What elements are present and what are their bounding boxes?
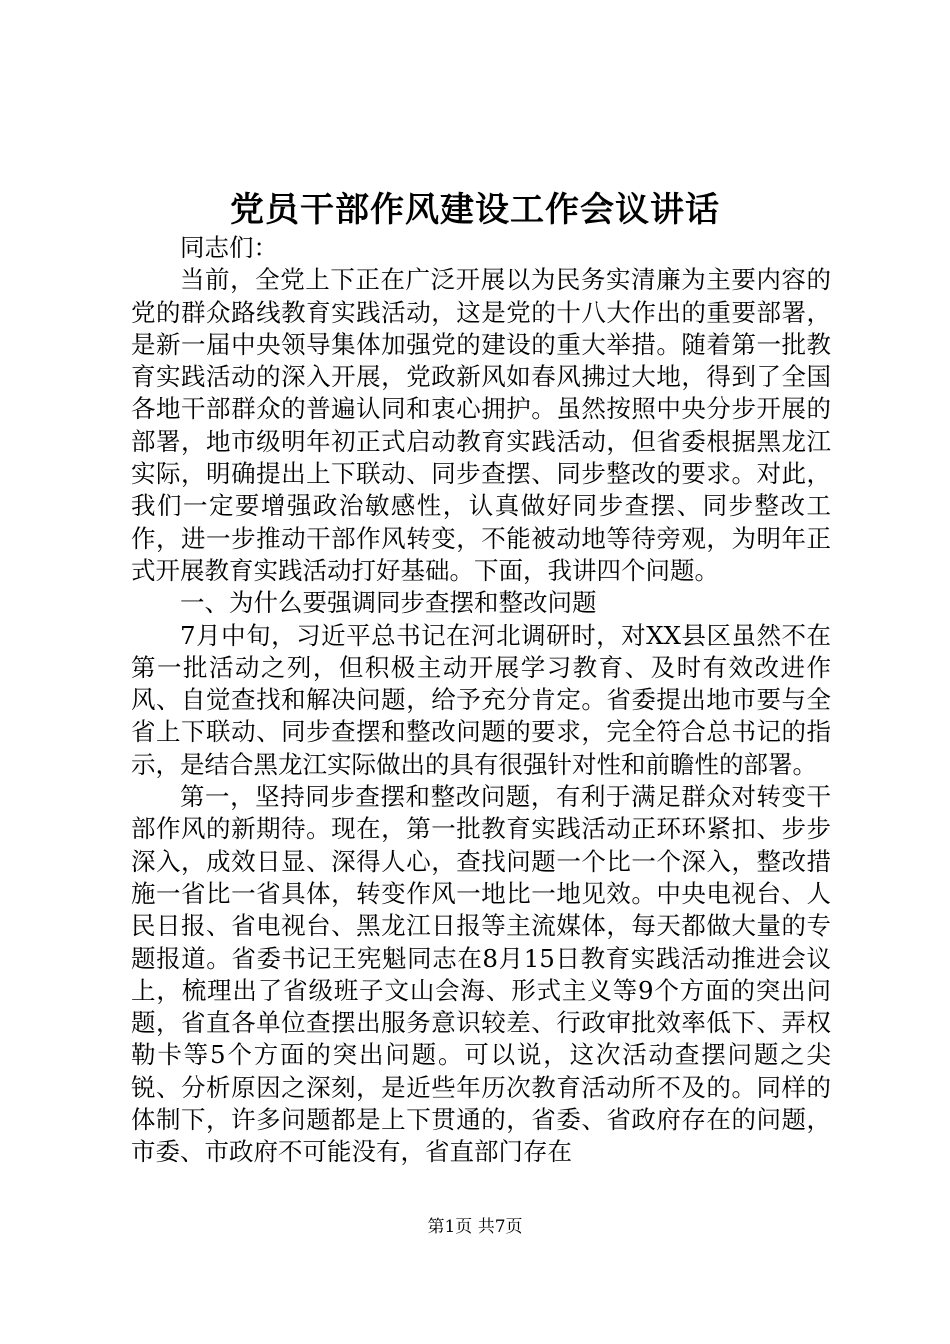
body-paragraph: 7月中旬，习近平总书记在河北调研时，对XX县区虽然不在第一批活动之列，但积极主动开展学习教育、及时有效改进作风、自觉查找和解决问题，给予充分肯定。省委提出地市要与全省上下联动、同步查摆和整改问题的要求，完全符合总书记的指示，是结合黑龙江实际做出的具有很强针对性和前瞻性的部署。 bbox=[131, 620, 831, 779]
page-number-footer: 第1页 共7页 bbox=[427, 1217, 523, 1237]
document-title: 党员干部作风建设工作会议讲话 bbox=[230, 190, 720, 230]
body-paragraph: 第一，坚持同步查摆和整改问题，有利于满足群众对转变干部作风的新期待。现在，第一批教育实践活动正环环紧扣、步步深入，成效日显、深得人心，查找问题一个比一个深入，整改措施一省比一省具体，转变作风一地比一地见效。中央电视台、人民日报、省电视台、黑龙江日报等主流媒体，每天都做大量的专题报道。省委书记王宪魁同志在8月15日教育实践活动推进会议上，梳理出了省级班子文山会海、形式主义等9个方面的突出问题，省直各单位查摆出服务意识较差、行政审批效率低下、弄权勒卡等5个方面的突出问题。可以说，这次活动查摆问题之尖锐、分析原因之深刻，是近些年历次教育活动所不及的。同样的体制下，许多问题都是上下贯通的，省委、省政府存在的问题，市委、市政府不可能没有，省直部门存在 bbox=[131, 782, 831, 1167]
salutation: 同志们： bbox=[180, 233, 278, 262]
section-heading: 一、为什么要强调同步查摆和整改问题 bbox=[180, 588, 597, 618]
document-body bbox=[131, 232, 831, 1169]
body-paragraph: 当前，全党上下正在广泛开展以为民务实清廉为主要内容的党的群众路线教育实践活动，这是党的十八大作出的重要部署，是新一届中央领导集体加强党的建设的重大举措。随着第一批教育实践活动的深入开展，党政新风如春风拂过大地，得到了全国各地干部群众的普遍认同和衷心拥护。虽然按照中央分步开展的部署，地市级明年初正式启动教育实践活动，但省委根据黑龙江实际，明确提出上下联动、同步查摆、同步整改的要求。对此，我们一定要增强政治敏感性，认真做好同步查摆、同步整改工作，进一步推动干部作风转变，不能被动地等待旁观，为明年正式开展教育实践活动打好基础。下面，我讲四个问题。 bbox=[131, 265, 831, 585]
